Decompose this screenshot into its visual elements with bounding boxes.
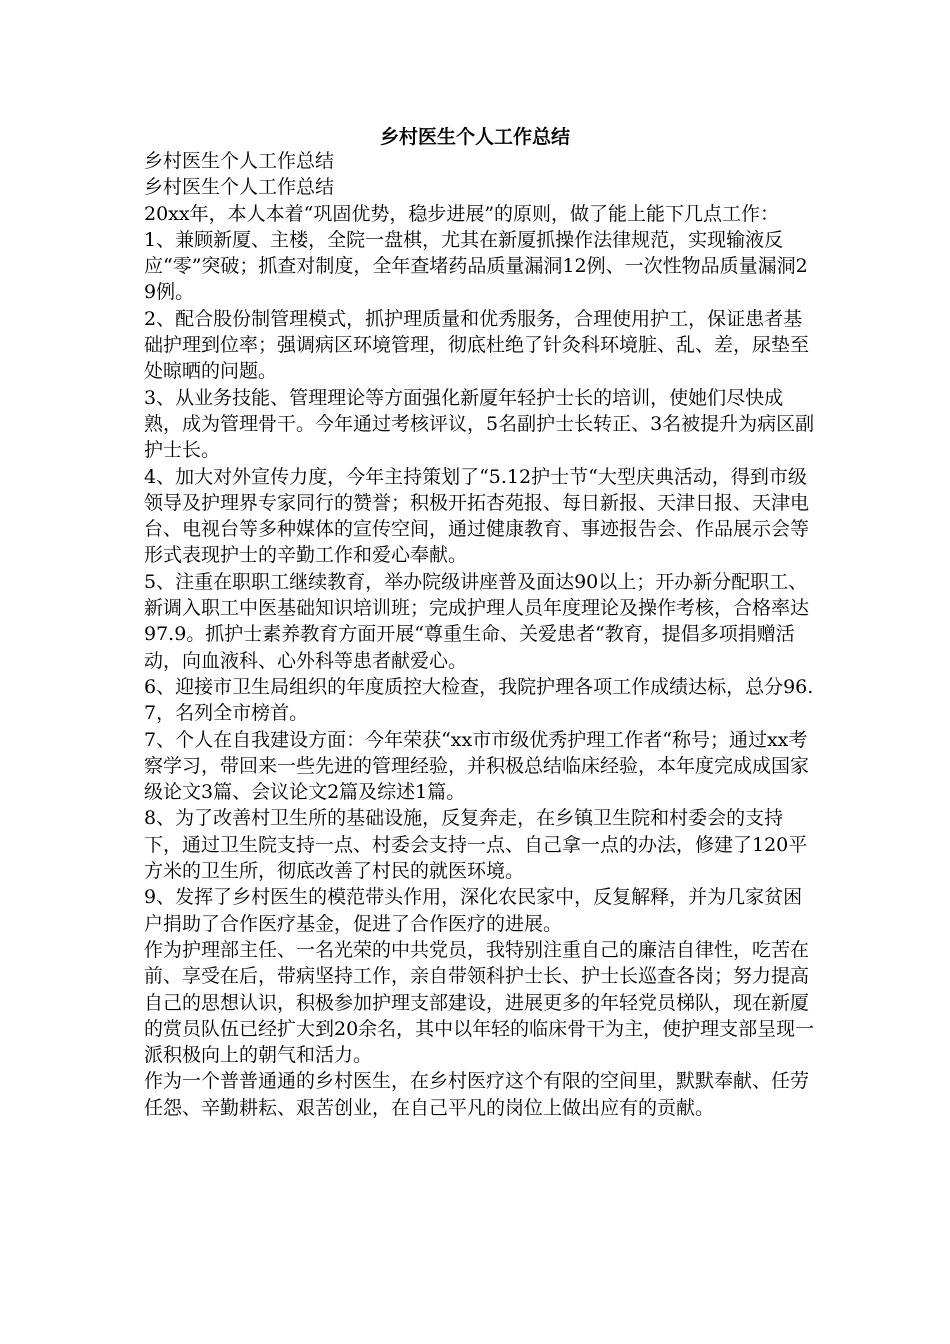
paragraph: 1、兼顾新厦、主楼，全院一盘棋，尤其在新厦抓操作法律规范，实现输液反应“零”突破；抓查对制度，全年查堵药品质量漏洞12例、一次性物品质量漏洞29例。: [144, 228, 808, 304]
paragraph: 9、发挥了乡村医生的模范带头作用，深化农民家中，反复解释，并为几家贫困户捐助了合作医疗基金，促进了合作医疗的进展。: [144, 886, 803, 935]
paragraph: 乡村医生个人工作总结: [144, 150, 335, 172]
paragraph: 作为护理部主任、一名光荣的中共党员，我特别注重自己的廉洁自律性，吃苦在前、享受在后，带病坚持工作，亲自带领科护士长、护士长巡查各岗；努力提高自己的思想认识，积极参加护理支部建设，进展更多的年轻党员梯队，现在新厦的赏员队伍已经扩大到20余名，其中以年轻的临床骨干为主，使护理支部呈现一派积极向上的朝气和活力。: [144, 938, 815, 1067]
paragraph: 5、注重在职职工继续教育，举办院级讲座普及面达90以上；开办新分配职工、新调入职工中医基础知识培训班；完成护理人员年度理论及操作考核，合格率达97.9。抓护士素养教育方面开展“尊重生命、关爱患者“教育，提倡多项捐赠活动，向血液科、心外科等患者献爱心。: [144, 570, 810, 672]
document-body: [144, 148, 816, 1121]
paragraph: 乡村医生个人工作总结: [144, 176, 335, 199]
paragraph: 7、个人在自我建设方面：今年荣获“xx市市级优秀护理工作者“称号；通过xx考察学习，带回来一些先进的管理经验，并积极总结临床经验，本年度完成成国家级论文3篇、会议论文2篇及综述1篇。: [144, 728, 810, 804]
paragraph: 4、加大对外宣传力度，今年主持策划了“5.12护士节“大型庆典活动，得到市级领导及护理界专家同行的赞誉；积极开拓杏苑报、每日新报、天津日报、天津电台、电视台等多种媒体的宣传空间，通过健康教育、事迹报告会、作品展示会等形式表现护士的辛勤工作和爱心奉献。: [144, 465, 810, 567]
paragraph: 8、为了改善村卫生所的基础设施，反复奔走，在乡镇卫生院和村委会的支持下，通过卫生院支持一点、村委会支持一点、自己拿一点的办法，修建了120平方米的卫生所，彻底改善了村民的就医环境。: [144, 807, 808, 883]
paragraph: 2、配合股份制管理模式，抓护理质量和优秀服务，合理使用护工，保证患者基础护理到位率；强调病区环境管理，彻底杜绝了针灸科环境脏、乱、差，尿垫至处晾晒的问题。: [144, 307, 810, 383]
document-title: 乡村医生个人工作总结: [379, 126, 570, 148]
paragraph: 20xx年，本人本着“巩固优势，稳步进展”的原则，做了能上能下几点工作：: [144, 202, 780, 225]
paragraph: 3、从业务技能、管理理论等方面强化新厦年轻护士长的培训，使她们尽快成熟，成为管理骨干。今年通过考核评议，5名副护士长转正、3名被提升为病区副护士长。: [144, 386, 815, 462]
paragraph: 6、迎接市卫生局组织的年度质控大检查，我院护理各项工作成绩达标，总分96.7，名列全市榜首。: [144, 675, 814, 725]
paragraph: 作为一个普普通通的乡村医生，在乡村医疗这个有限的空间里，默默奉献、任劳任怨、辛勤耕耘、艰苦创业，在自己平凡的岗位上做出应有的贡献。: [144, 1070, 810, 1119]
